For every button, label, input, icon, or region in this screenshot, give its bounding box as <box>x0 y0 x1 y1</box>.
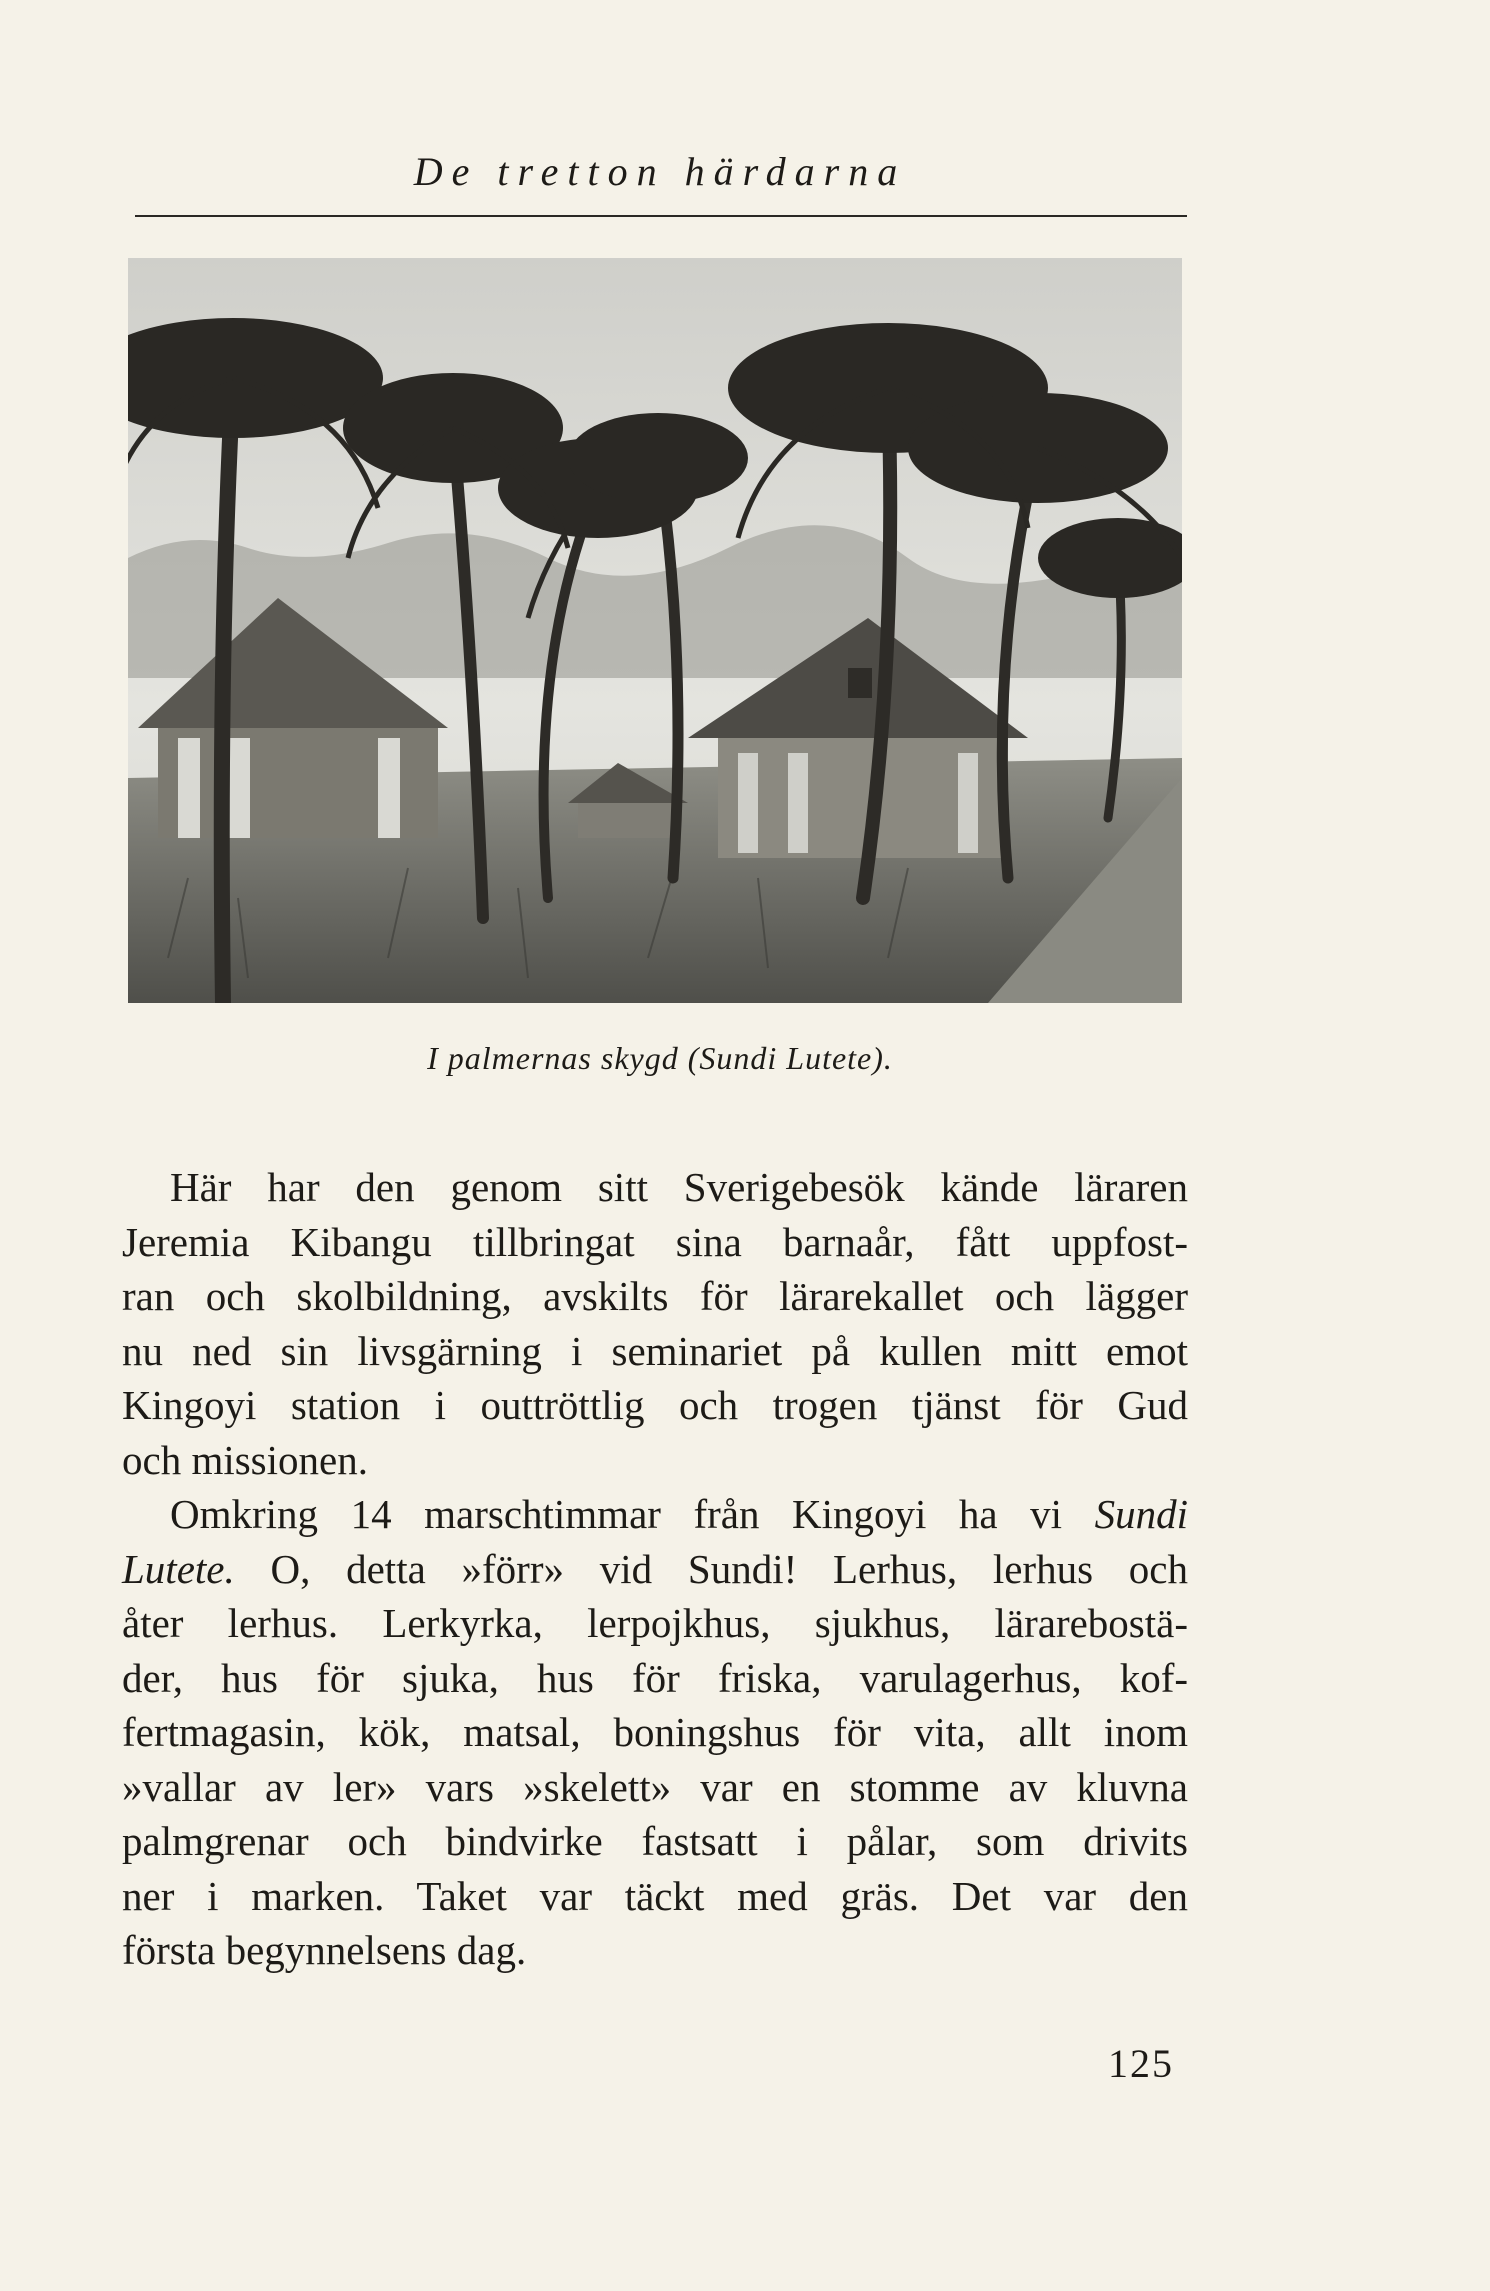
body-text <box>122 1160 1188 1978</box>
text-line: första begynnelsens dag. <box>122 1927 527 1973</box>
text-line: åter lerhus. Lerkyrka, lerpojkhus, sjukhus, lärarebostä- <box>122 1600 1188 1646</box>
caption-prefix: I palmernas skygd ( <box>427 1040 700 1076</box>
italic-place: Lutete. <box>122 1545 235 1592</box>
page-number: 125 <box>1108 2041 1174 2086</box>
paragraph-2 <box>122 1487 1188 1978</box>
caption-place: Sundi Lutete <box>699 1040 873 1076</box>
text-line: ner i marken. Taket var täckt med gräs. Det var den <box>122 1872 1188 1919</box>
text-line: nu ned sin livsgärning i seminariet på kullen mitt emot <box>122 1327 1188 1374</box>
italic-place: Sundi <box>1094 1491 1188 1537</box>
text-line <box>122 1542 1188 1597</box>
text-line <box>122 1487 1188 1542</box>
header-rule <box>135 215 1187 217</box>
figure-caption <box>135 1040 1185 1077</box>
paragraph-1 <box>122 1160 1188 1487</box>
text-line: fertmagasin, kök, matsal, boningshus för vita, allt inom <box>122 1709 1188 1755</box>
text-line: palmgrenar och bindvirke fastsatt i pålar, som drivits <box>122 1818 1188 1864</box>
photograph-palms-houses <box>128 258 1182 1003</box>
text-run: Omkring 14 marschtimmar från Kingoyi ha vi <box>170 1491 1095 1537</box>
caption-suffix: ). <box>872 1040 893 1076</box>
text-line: Jeremia Kibangu tillbringat sina barnaår, fått uppfost- <box>122 1218 1188 1265</box>
text-line: Här har den genom sitt Sverigebesök kände läraren <box>170 1164 1188 1210</box>
text-line: ran och skolbildning, avskilts för lärarekallet och lägger <box>122 1273 1188 1319</box>
text-line: Kingoyi station i outtröttlig och trogen tjänst för Gud <box>122 1382 1188 1428</box>
text-line: och missionen. <box>122 1436 368 1483</box>
text-line: »vallar av ler» vars »skelett» var en stomme av kluvna <box>122 1763 1188 1810</box>
text-run: O, detta »förr» vid Sundi! Lerhus, lerhus och <box>234 1545 1188 1592</box>
running-head: De tretton härdarna <box>413 149 907 194</box>
text-line: der, hus för sjuka, hus för friska, varulagerhus, kof- <box>122 1654 1188 1701</box>
